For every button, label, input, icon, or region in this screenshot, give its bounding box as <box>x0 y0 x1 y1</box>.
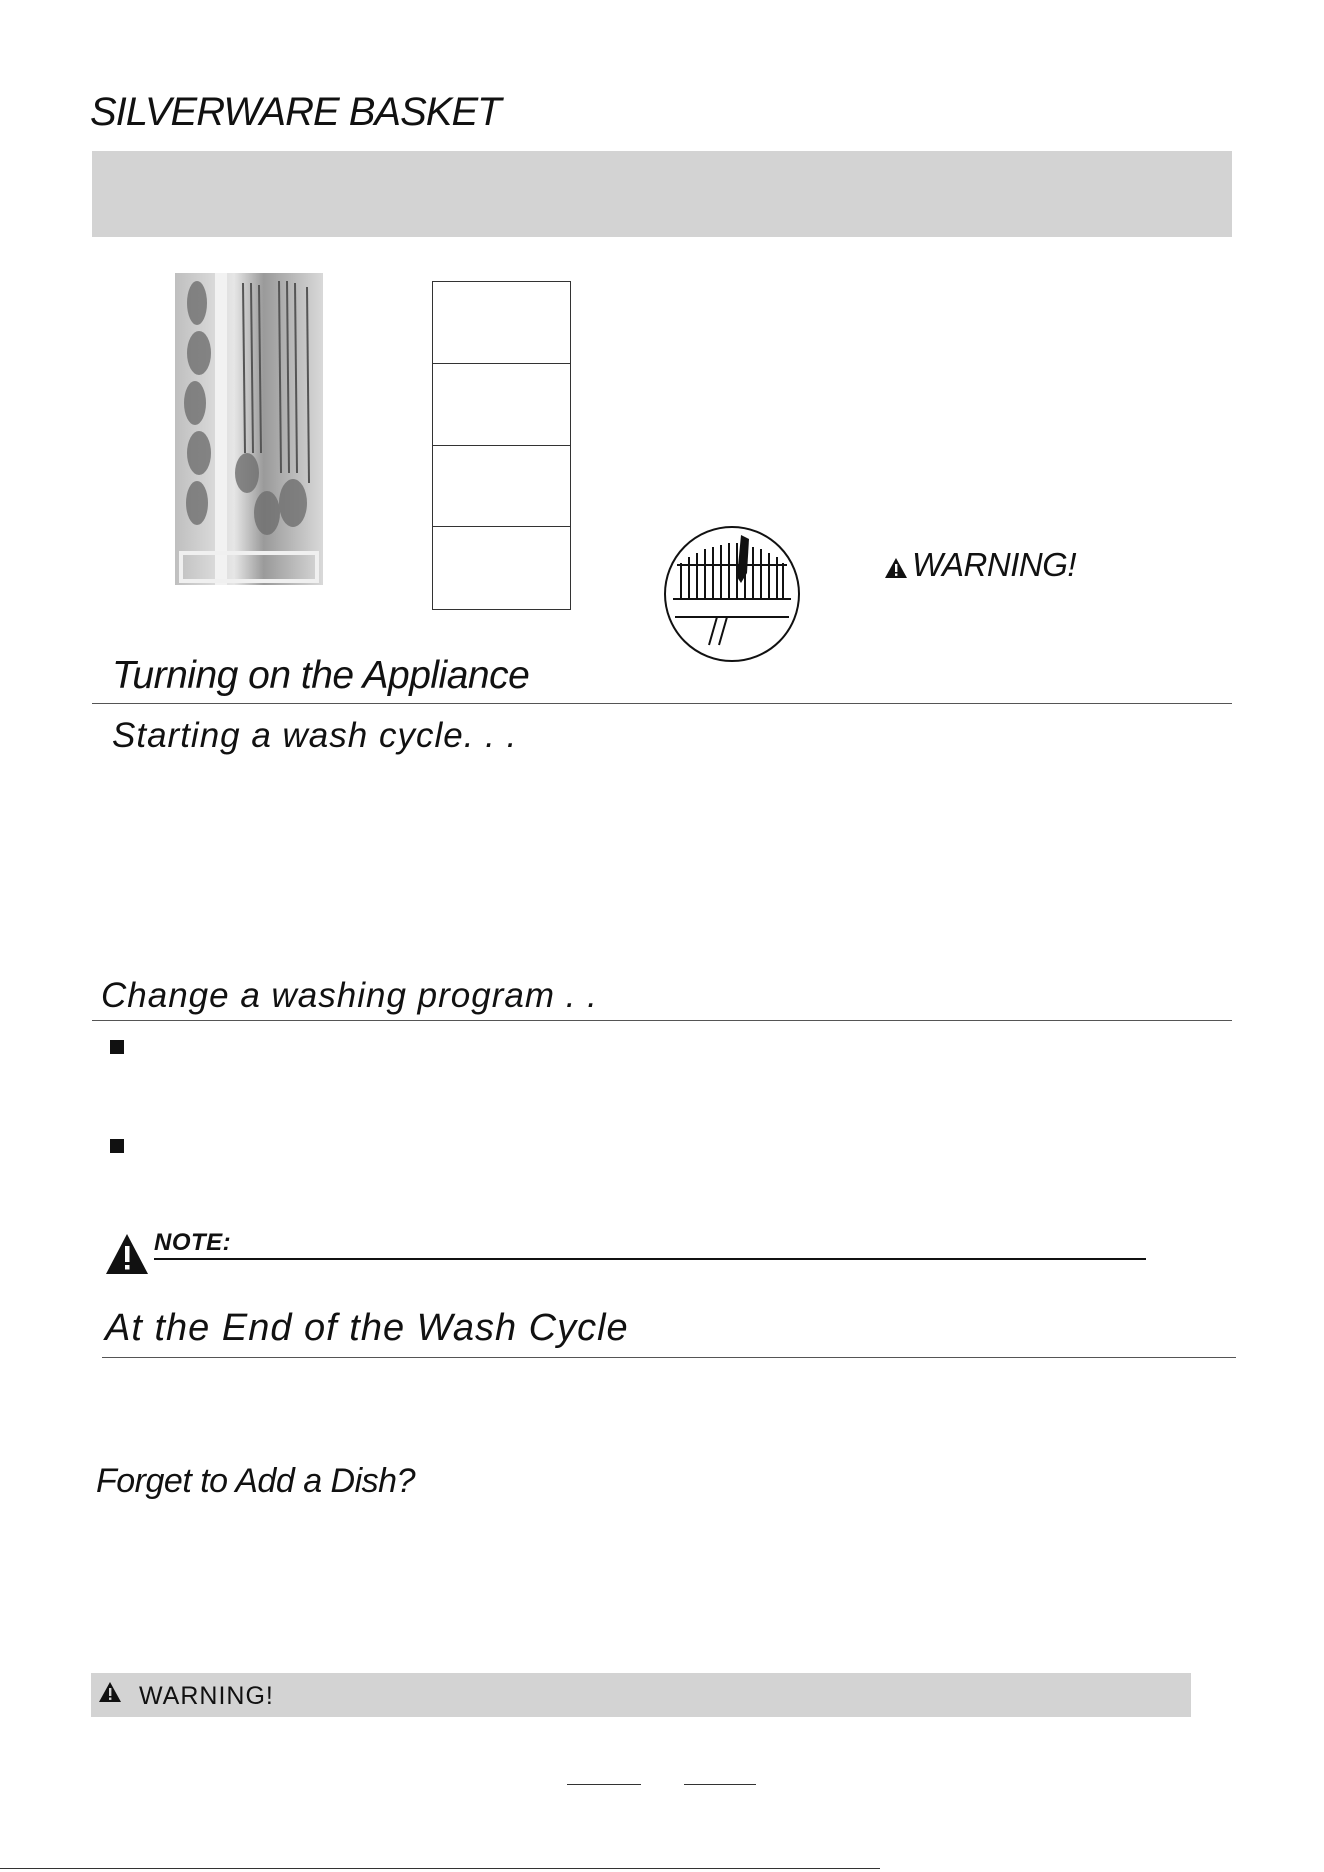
blank-underline <box>567 1784 641 1785</box>
page-bottom-rule <box>0 1868 880 1869</box>
section-divider <box>92 1020 1232 1021</box>
warning-label: WARNING! <box>912 546 1077 583</box>
silverware-illustration <box>175 273 323 585</box>
note-underline <box>154 1258 1146 1260</box>
silverware-basket-photo <box>175 273 323 585</box>
section-divider <box>102 1357 1236 1358</box>
subheading-starting-cycle: Starting a wash cycle. . . <box>112 716 518 755</box>
bottom-warning-label: WARNING! <box>139 1682 274 1710</box>
blank-underline <box>684 1784 756 1785</box>
note-label: NOTE: <box>154 1229 232 1256</box>
section-heading-forget-dish: Forget to Add a Dish? <box>96 1462 415 1500</box>
section-heading-turning-on: Turning on the Appliance <box>112 654 530 697</box>
warning-triangle-icon <box>98 1681 122 1708</box>
title-info-band <box>92 151 1232 237</box>
rack-detail-illustration <box>663 525 801 663</box>
warning-triangle-icon <box>884 551 908 584</box>
section-heading-change-program: Change a washing program . . <box>101 976 598 1015</box>
warning-heading <box>884 548 1076 584</box>
grid-cell <box>433 364 570 446</box>
basket-compartment-grid <box>432 281 571 610</box>
section-heading-end-cycle: At the End of the Wash Cycle <box>105 1307 629 1349</box>
note-warning-triangle-icon <box>104 1232 150 1281</box>
grid-cell <box>433 446 570 528</box>
square-bullet-icon <box>110 1139 124 1153</box>
grid-cell <box>433 527 570 609</box>
section-divider <box>92 703 1232 704</box>
page-title: SILVERWARE BASKET <box>90 90 501 134</box>
grid-cell <box>433 282 570 364</box>
rack-circle-icon <box>663 525 801 663</box>
square-bullet-icon <box>110 1040 124 1054</box>
